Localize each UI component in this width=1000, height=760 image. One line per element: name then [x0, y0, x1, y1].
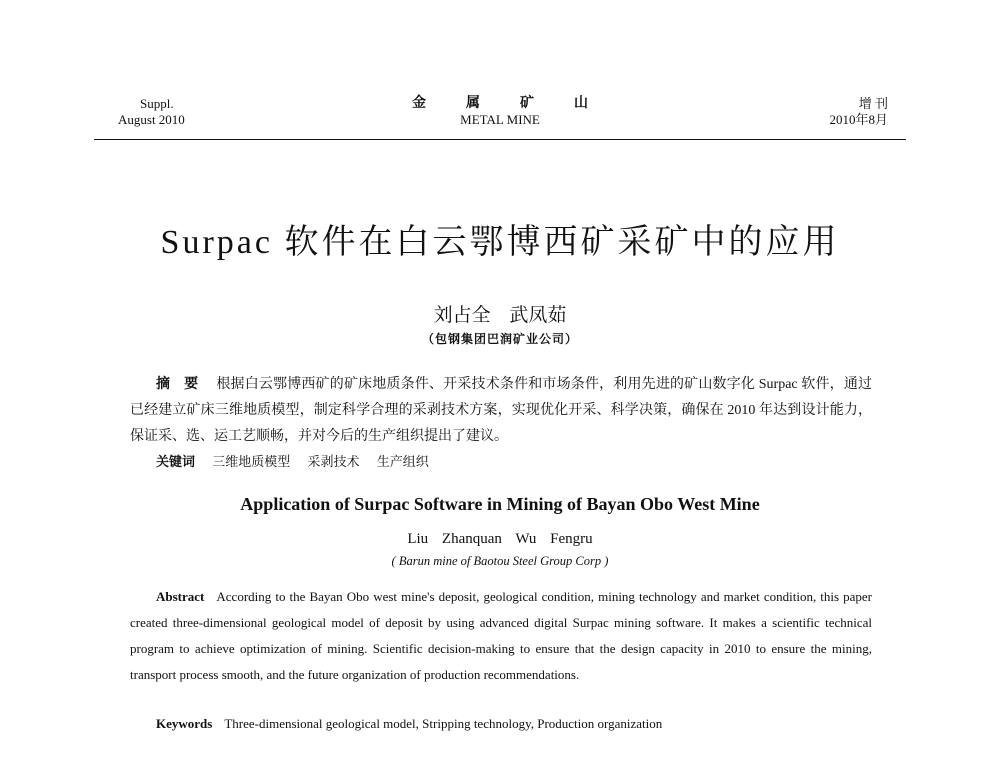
header-suppl: Suppl. — [140, 96, 174, 111]
paper-title-en: Application of Surpac Software in Mining of Bayan Obo West Mine — [240, 494, 760, 514]
abstract-en-label: Abstract — [156, 589, 205, 604]
header-date-cn: 2010年8月 — [829, 112, 888, 127]
journal-name-en: METAL MINE — [460, 112, 540, 127]
keyword-cn-item: 采剥技术 — [307, 454, 360, 469]
header-date-en: August 2010 — [118, 112, 185, 127]
abstract-cn-text: 根据白云鄂博西矿的矿床地质条件、开采技术条件和市场条件，利用先进的矿山数字化 Surpac 软件，通过已经建立矿床三维地质模型，制定科学合理的采剥技术方案，实现优化开采、科学决策，确保在 2010 年达到设计能力，保证采、选、运工艺顺畅，并对今后的生产组织提出了建议。 — [130, 377, 873, 444]
authors-en: Liu Zhanquan Wu Fengru — [407, 531, 593, 547]
paper-title-cn: Surpac 软件在白云鄂博西矿采矿中的应用 — [160, 224, 840, 261]
affiliation-en: ( Barun mine of Baotou Steel Group Corp ) — [391, 554, 609, 568]
keywords-cn — [156, 451, 443, 470]
keywords-cn-label: 关键词 — [156, 454, 196, 469]
keywords-en — [156, 716, 662, 732]
header-center — [300, 96, 700, 128]
header-left — [118, 96, 185, 128]
abstract-en-text: According to the Bayan Obo west mine's deposit, geological condition, mining technology and market condition, this paper created three-dimensional geological model of deposit by using advanced digital Surpac mining software. It makes a scientific technical program to achieve optimization of mining. Scientific decision-making to ensure that the design capacity in 2010 to ensure the mining, transport process smooth, and the future organization of production recommendations. — [130, 589, 872, 682]
keywords-en-label: Keywords — [156, 716, 213, 731]
abstract-cn-label: 摘要 — [156, 377, 213, 392]
keywords-en-text: Three-dimensional geological model, Stripping technology, Production organization — [224, 716, 663, 731]
header-right — [760, 96, 888, 128]
journal-name-cn: 金属矿山 — [412, 96, 628, 111]
affiliation-cn: （包钢集团巴润矿业公司） — [421, 332, 578, 346]
header-supplement-cn: 增 刊 — [858, 96, 888, 111]
abstract-en — [130, 584, 872, 688]
keyword-cn-item: 三维地质模型 — [212, 454, 291, 469]
keyword-cn-item: 生产组织 — [376, 454, 429, 469]
authors-cn: 刘占全 武凤茹 — [433, 305, 567, 326]
abstract-cn — [130, 372, 872, 450]
header-rule — [94, 139, 906, 140]
